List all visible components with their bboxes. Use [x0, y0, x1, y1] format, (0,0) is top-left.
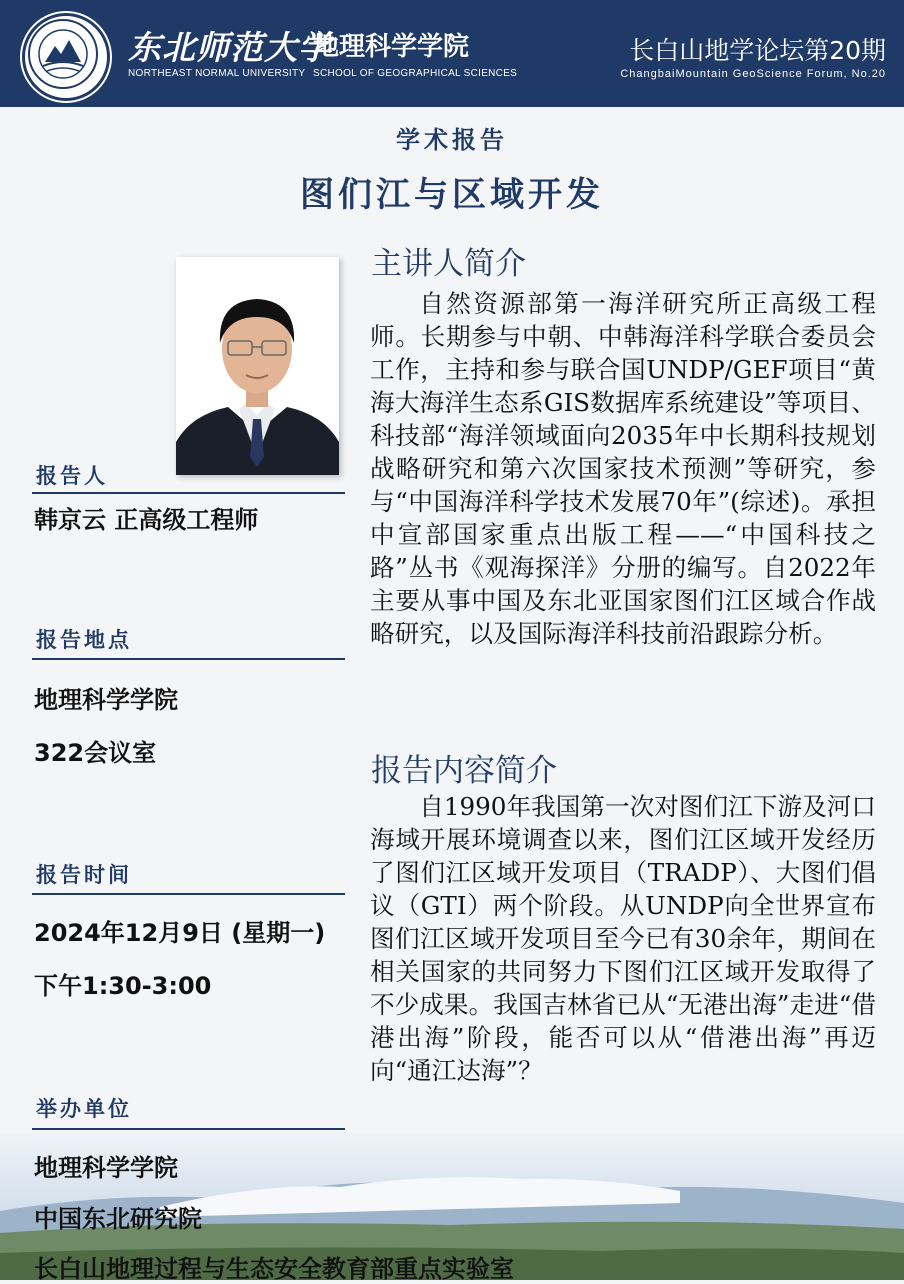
organizer-3: 长白山地理过程与生态安全教育部重点实验室: [34, 1255, 514, 1283]
organizer-2: 中国东北研究院: [34, 1205, 202, 1233]
organizer-divider: [32, 1128, 345, 1130]
report-title: 图们江与区域开发: [300, 175, 604, 215]
time-hours: 下午1:30-3:00: [34, 972, 212, 1000]
location-divider: [32, 658, 345, 660]
abstract-heading: 报告内容简介: [371, 753, 557, 789]
time-date: 2024年12月9日 (星期一): [34, 919, 326, 947]
bio-text: 自然资源部第一海洋研究所正高级工程师。长期参与中朝、中韩海洋科学联合委员会工作，主持和参与联合国UNDP/GEF项目“黄海大海洋生态系GIS数据库系统建设”等项目、科技部“海洋领域面向2035年中长期科技规划战略研究和第六次国家技术预测”等研究，参与“中国海洋科学技术发展70年”(综述)。承担中宣部国家重点出版工程——“中国科技之路”丛书《观海探洋》分册的编写。自2022年主要从事中国及东北亚国家图们江区域合作战略研究，以及国际海洋科技前沿跟踪分析。: [370, 289, 876, 648]
university-emblem-icon: [22, 13, 110, 101]
school-name-en: SCHOOL OF GEOGRAPHICAL SCIENCES: [313, 68, 518, 79]
abstract-text: 自1990年我国第一次对图们江下游及河口海域开展环境调查以来，图们江区域开发经历了图们江区域开发项目（TRADP）、大图们倡议（GTI）两个阶段。从UNDP向全世界宣布图们江区域开发项目至今已有30余年，期间在相关国家的共同努力下图们江区域开发取得了不少成果。我国吉林省已从“无港出海”走进“借港出海”阶段，能否可以从“借港出海”再迈向“通江达海”？: [370, 792, 876, 1085]
location-building: 地理科学学院: [34, 686, 178, 714]
location-room: 322会议室: [34, 739, 157, 767]
university-name-en: NORTHEAST NORMAL UNIVERSITY: [128, 68, 306, 79]
report-type: 学术报告: [396, 126, 508, 154]
organizer-heading: 举办单位: [36, 1097, 132, 1121]
school-name-cn: 地理科学学院: [313, 32, 470, 62]
university-name-cn: 东北师范大学: [128, 28, 332, 67]
time-heading: 报告时间: [36, 863, 132, 887]
header-banner: [0, 0, 904, 107]
bio-heading: 主讲人简介: [371, 246, 526, 282]
forum-title-cn: 长白山地学论坛第20期: [629, 36, 886, 65]
speaker-divider: [32, 492, 345, 494]
time-divider: [32, 893, 345, 895]
location-heading: 报告地点: [36, 628, 132, 652]
speaker-name: 韩京云 正高级工程师: [34, 506, 259, 534]
organizer-1: 地理科学学院: [34, 1154, 178, 1182]
speaker-photo: [176, 257, 339, 475]
speaker-heading: 报告人: [36, 464, 108, 488]
forum-title-en: ChangbaiMountain GeoScience Forum, No.20: [620, 68, 886, 80]
